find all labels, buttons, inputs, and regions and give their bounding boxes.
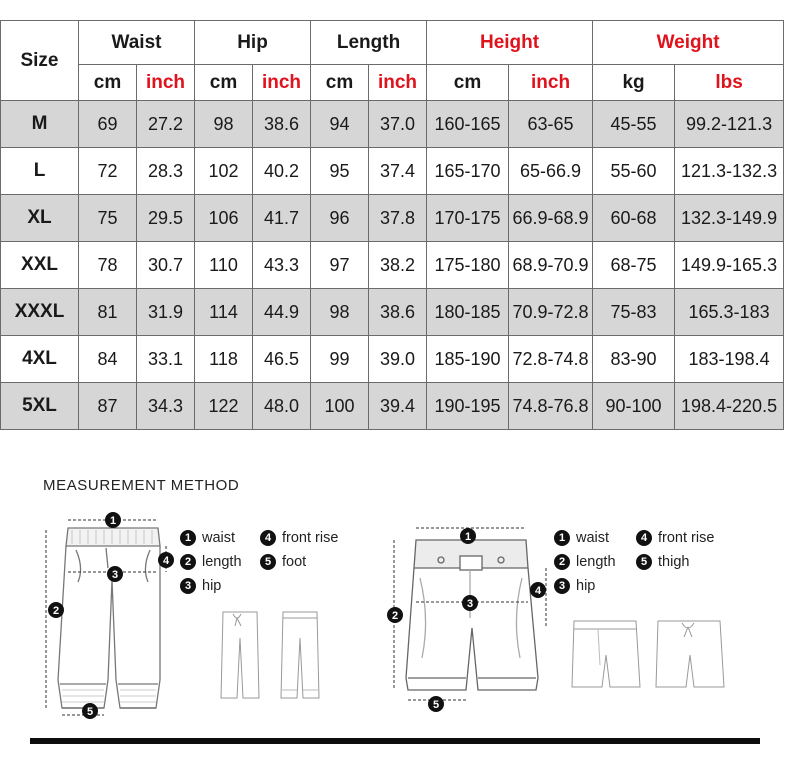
legend-num-icon: 4 [636, 530, 652, 546]
table-cell: 45-55 [593, 101, 675, 148]
pants-diagram [28, 510, 178, 725]
shorts-legend [554, 530, 754, 600]
table-cell: 34.3 [137, 383, 195, 430]
pants-legend-front-rise [260, 530, 338, 546]
legend-num-icon: 5 [636, 554, 652, 570]
table-cell: 72.8-74.8 [509, 336, 593, 383]
shorts-legend-hip [554, 578, 595, 594]
table-cell: 48.0 [253, 383, 311, 430]
pants-legend [180, 530, 360, 600]
table-cell: 40.2 [253, 148, 311, 195]
unit-waist-inch: inch [137, 65, 195, 101]
table-cell: 38.6 [253, 101, 311, 148]
table-cell: 66.9-68.9 [509, 195, 593, 242]
table-cell: 132.3-149.9 [675, 195, 784, 242]
table-row [1, 336, 784, 383]
table-cell: 94 [311, 101, 369, 148]
legend-num-icon: 2 [180, 554, 196, 570]
table-cell: 160-165 [427, 101, 509, 148]
shorts-marker-1: 1 [464, 531, 472, 543]
table-cell: 99.2-121.3 [675, 101, 784, 148]
table-cell: 81 [79, 289, 137, 336]
table-cell: 170-175 [427, 195, 509, 242]
table-cell: 37.8 [369, 195, 427, 242]
unit-hip-cm: cm [195, 65, 253, 101]
table-cell: 110 [195, 242, 253, 289]
shorts-marker-5: 5 [432, 699, 440, 711]
table-cell: 30.7 [137, 242, 195, 289]
table-cell: 38.6 [369, 289, 427, 336]
table-cell: 44.9 [253, 289, 311, 336]
table-cell: 29.5 [137, 195, 195, 242]
pants-legend-waist [180, 530, 235, 546]
table-cell: 70.9-72.8 [509, 289, 593, 336]
unit-height-inch: inch [509, 65, 593, 101]
unit-weight-kg: kg [593, 65, 675, 101]
table-cell: 183-198.4 [675, 336, 784, 383]
header-waist: Waist [79, 21, 195, 65]
table-cell: 106 [195, 195, 253, 242]
legend-label: front rise [282, 530, 339, 546]
table-cell: 114 [195, 289, 253, 336]
table-cell: 198.4-220.5 [675, 383, 784, 430]
table-cell: 165-170 [427, 148, 509, 195]
header-weight: Weight [593, 21, 784, 65]
table-cell: 122 [195, 383, 253, 430]
pants-legend-foot [260, 554, 306, 570]
measurement-method-title: MEASUREMENT METHOD [43, 477, 240, 494]
legend-num-icon: 4 [260, 530, 276, 546]
pants-marker-2: 2 [52, 605, 60, 617]
table-cell: 102 [195, 148, 253, 195]
table-cell: 37.4 [369, 148, 427, 195]
header-height: Height [427, 21, 593, 65]
table-cell: 75-83 [593, 289, 675, 336]
table-cell: 27.2 [137, 101, 195, 148]
size-cell: L [1, 148, 79, 195]
table-cell: 180-185 [427, 289, 509, 336]
table-cell: 60-68 [593, 195, 675, 242]
legend-num-icon: 3 [180, 578, 196, 594]
unit-hip-inch: inch [253, 65, 311, 101]
size-cell: M [1, 101, 79, 148]
table-cell: 65-66.9 [509, 148, 593, 195]
table-cell: 78 [79, 242, 137, 289]
table-cell: 63-65 [509, 101, 593, 148]
table-cell: 75 [79, 195, 137, 242]
table-row [1, 242, 784, 289]
pants-legend-hip [180, 578, 221, 594]
table-cell: 43.3 [253, 242, 311, 289]
legend-label: waist [202, 530, 236, 546]
table-cell: 98 [311, 289, 369, 336]
table-cell: 69 [79, 101, 137, 148]
header-size: Size [1, 21, 79, 101]
table-cell: 33.1 [137, 336, 195, 383]
pants-marker-3: 3 [111, 569, 119, 581]
table-cell: 149.9-165.3 [675, 242, 784, 289]
unit-waist-cm: cm [79, 65, 137, 101]
shorts-marker-2: 2 [391, 610, 399, 622]
table-cell: 121.3-132.3 [675, 148, 784, 195]
pants-marker-1: 1 [109, 515, 117, 527]
legend-num-icon: 3 [554, 578, 570, 594]
shorts-legend-thigh [636, 554, 689, 570]
table-row [1, 101, 784, 148]
table-cell: 68-75 [593, 242, 675, 289]
unit-length-inch: inch [369, 65, 427, 101]
table-row [1, 195, 784, 242]
legend-label: thigh [658, 554, 690, 570]
shorts-marker-3: 3 [466, 598, 474, 610]
table-cell: 165.3-183 [675, 289, 784, 336]
shorts-legend-front-rise [636, 530, 714, 546]
table-cell: 190-195 [427, 383, 509, 430]
shorts-diagram [380, 518, 560, 718]
legend-label: length [202, 554, 242, 570]
pants-marker-5: 5 [86, 706, 94, 718]
pants-thumbnails [215, 608, 335, 703]
shorts-thumbnails [570, 615, 730, 695]
table-cell: 31.9 [137, 289, 195, 336]
table-row [1, 289, 784, 336]
unit-height-cm: cm [427, 65, 509, 101]
size-table-body [1, 101, 784, 430]
shorts-legend-length [554, 554, 616, 570]
header-hip: Hip [195, 21, 311, 65]
legend-label: length [576, 554, 616, 570]
table-cell: 87 [79, 383, 137, 430]
table-cell: 96 [311, 195, 369, 242]
legend-num-icon: 2 [554, 554, 570, 570]
table-cell: 175-180 [427, 242, 509, 289]
shorts-marker-4: 4 [534, 585, 542, 597]
table-cell: 37.0 [369, 101, 427, 148]
legend-label: hip [576, 578, 596, 594]
size-cell: XXL [1, 242, 79, 289]
legend-label: foot [282, 554, 307, 570]
table-cell: 95 [311, 148, 369, 195]
table-cell: 68.9-70.9 [509, 242, 593, 289]
table-cell: 97 [311, 242, 369, 289]
table-cell: 99 [311, 336, 369, 383]
table-cell: 84 [79, 336, 137, 383]
legend-label: waist [576, 530, 610, 546]
table-cell: 39.0 [369, 336, 427, 383]
table-cell: 74.8-76.8 [509, 383, 593, 430]
size-chart-table [0, 20, 784, 430]
table-cell: 98 [195, 101, 253, 148]
table-cell: 118 [195, 336, 253, 383]
bottom-divider [30, 738, 760, 744]
table-cell: 185-190 [427, 336, 509, 383]
shorts-legend-waist [554, 530, 609, 546]
table-row [1, 148, 784, 195]
pants-marker-4: 4 [162, 555, 170, 567]
size-cell: 5XL [1, 383, 79, 430]
table-cell: 55-60 [593, 148, 675, 195]
header-length: Length [311, 21, 427, 65]
table-cell: 28.3 [137, 148, 195, 195]
unit-length-cm: cm [311, 65, 369, 101]
legend-num-icon: 5 [260, 554, 276, 570]
table-cell: 72 [79, 148, 137, 195]
size-cell: XXXL [1, 289, 79, 336]
pants-legend-length [180, 554, 242, 570]
table-cell: 46.5 [253, 336, 311, 383]
unit-weight-lbs: lbs [675, 65, 784, 101]
table-row [1, 383, 784, 430]
table-cell: 38.2 [369, 242, 427, 289]
size-cell: 4XL [1, 336, 79, 383]
table-cell: 90-100 [593, 383, 675, 430]
legend-num-icon: 1 [554, 530, 570, 546]
table-cell: 100 [311, 383, 369, 430]
table-cell: 41.7 [253, 195, 311, 242]
size-cell: XL [1, 195, 79, 242]
legend-num-icon: 1 [180, 530, 196, 546]
table-cell: 83-90 [593, 336, 675, 383]
legend-label: front rise [658, 530, 715, 546]
table-cell: 39.4 [369, 383, 427, 430]
legend-label: hip [202, 578, 222, 594]
